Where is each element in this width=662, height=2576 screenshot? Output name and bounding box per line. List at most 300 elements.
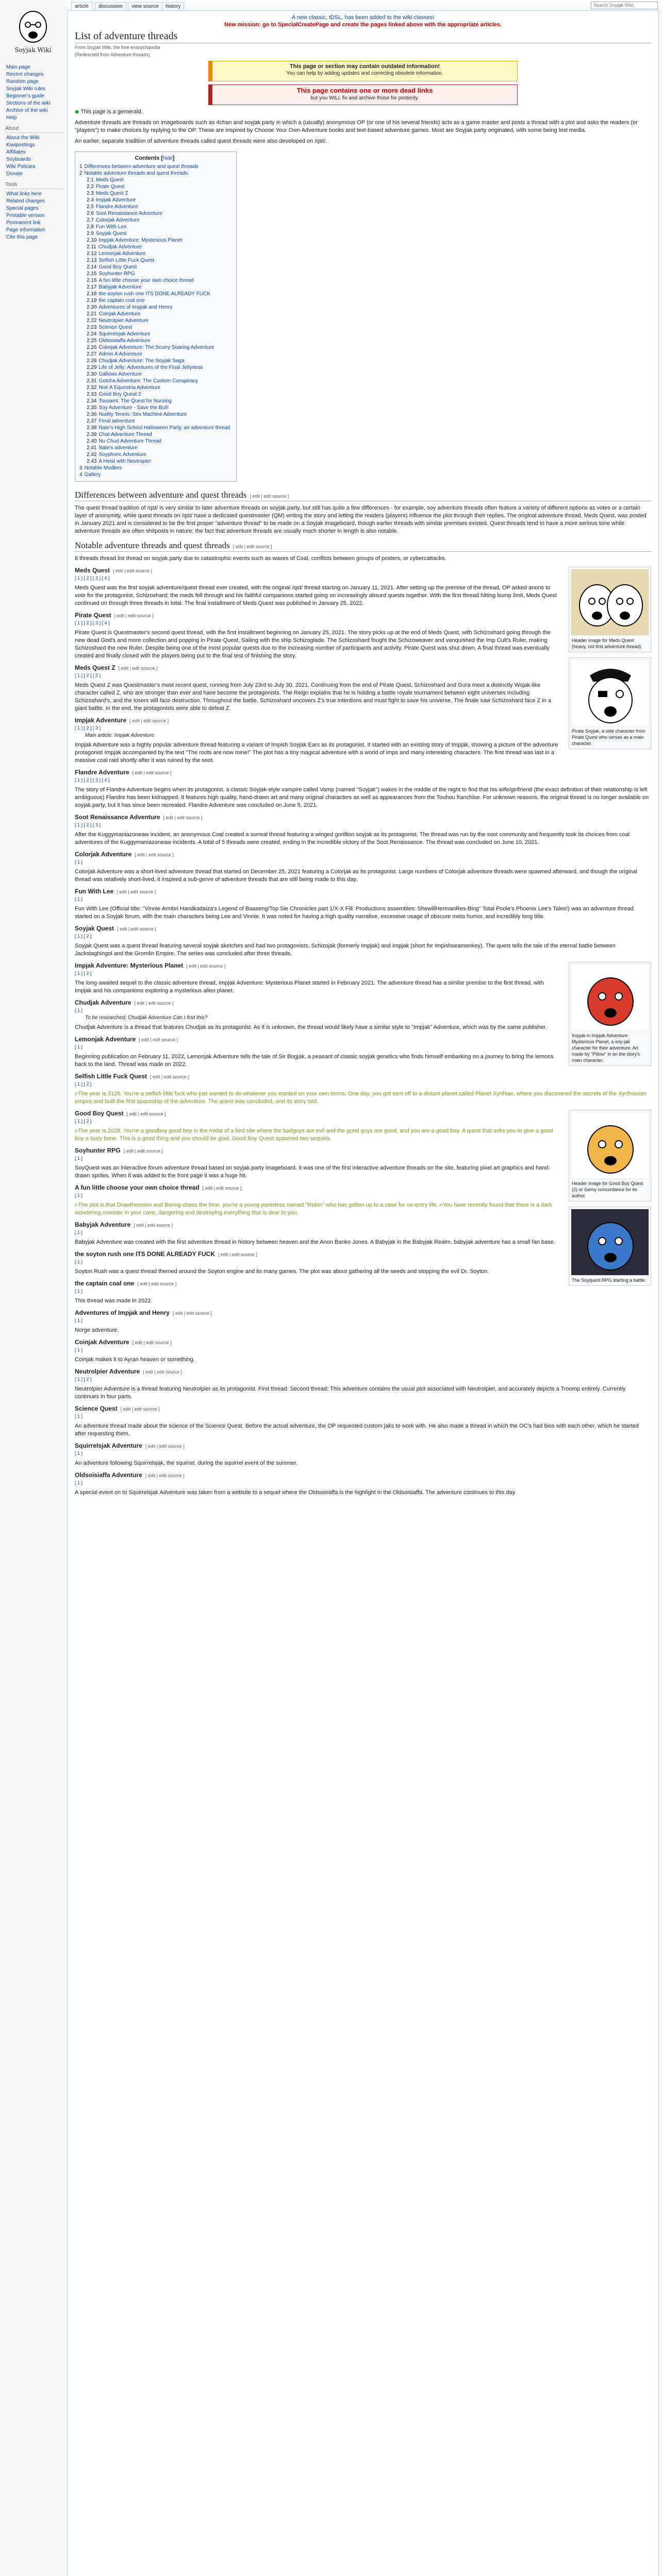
toc-item-label[interactable]: Neutrolpier Adventure [98,318,149,324]
thread-heading [75,814,651,821]
thread-title: Squirrelsjak Adventure [75,1442,142,1449]
thread-archive-links[interactable]: [ 1 ] [75,896,83,902]
sidebar-tools-item[interactable]: Permanent link [6,220,41,226]
thread-list [75,567,651,1497]
toc-item-number: 2.43 [87,459,97,464]
sidebar-about-item[interactable]: Affiliates [6,149,26,155]
toc-item-label[interactable]: the captain coal one [98,298,145,303]
thread-title: Soyjak Quest [75,925,114,932]
toc-item-label[interactable]: Tsunami: The Quest for Nursing [98,398,172,404]
thread-edit-link[interactable]: [ edit | edit source ] [120,1406,160,1412]
sidebar-tools-item[interactable]: Special pages [6,206,39,211]
thread-heading [75,612,651,619]
toc-item[interactable] [79,351,230,358]
toc-item-label[interactable]: Selfish Little Fuck Quest [98,258,155,263]
toc-item-number: 2.19 [87,298,97,303]
toc-item[interactable] [79,398,230,404]
toc-item-label[interactable]: Colorjak Adventure [95,217,140,223]
thread-archive-links[interactable]: [ 1 ] [75,1156,83,1161]
toc-item-number: 2.3 [87,191,94,196]
toc-item-label[interactable]: Impjak Adventure [95,197,136,203]
toc-item-label[interactable]: Soyhunter RPG [98,271,135,277]
toc-item-number: 2.28 [87,358,97,364]
toc-item-label[interactable]: Notable Mudkes [84,465,122,471]
thread-description: Pirate Quest is Questmaster's second quest thread, with the first installment beginning on January 25, 2021. The story picks up at the end of Meds Quest, with Schizoshard going through the new dead God's and more collection and popping in Pirate Quest, Sailing with the ship Schizoglade. The Schizoshard fought the Schizoweaver and vanquished the Imp Cult's Ruler, making Schizoshard the new Ruler. Despite being one of the most popular quests due to the increasing number of participants and activity, Pirate Quest was shut down. A final thread was eventually created and finally closed with the players being put to the final test of finishing the story. [75,630,551,659]
toc-item-label[interactable]: Admin A Adventure [98,351,142,357]
thread-edit-link[interactable]: [ edit | edit source ] [134,1001,174,1006]
thread-heading [75,1471,651,1479]
toc-item-number: 2.7 [87,217,94,223]
thread-heading [75,1368,651,1375]
thread-heading [75,1309,651,1316]
toc-item-number: 2.11 [87,244,96,250]
toc-item-number: 4 [79,472,82,478]
thread-heading [75,1184,651,1191]
thread-archive-links[interactable]: [ 1 ] [75,1347,83,1352]
thread-archive-links[interactable]: [ 1 ] [75,1193,83,1198]
tab-history[interactable]: history [162,2,184,10]
toc-item-number: 2.40 [87,438,97,444]
thread-heading [75,888,651,895]
thread-edit-link[interactable]: [ edit | edit source ] [139,1037,178,1042]
outdated-ambox [208,61,518,81]
toc-item-number: 2.34 [87,398,97,404]
sidebar-about-item[interactable]: Soyboards [6,157,31,162]
toc-item[interactable] [79,304,230,311]
toc-item-label[interactable]: Gallery [84,472,101,478]
thread-edit-link[interactable]: [ edit | edit source ] [218,1252,257,1257]
thread-edit-link[interactable]: [ edit | edit source ] [145,1444,185,1449]
toc-item[interactable] [79,224,230,230]
thread-heading [75,1280,651,1287]
thread-description: The long-awaited sequel to the classic adventure thread, Impjak Adventure: Mysterious Planet started in February 2021. The adventure thread has a similar premise to the first thread, with Impjak and his companions exploring a mysterious alien planet. [75,980,544,994]
thread-archive-links[interactable]: [ 1 ] [75,859,83,865]
toc-item-label[interactable]: Gotcha Adventure: The Custom Conspiracy [98,378,198,384]
thread-title: Colorjak Adventure [75,851,132,858]
thread-archive-links[interactable]: [ 1 ] [ 2 ] [ 3 ] [ 4 ] [75,777,110,783]
thread-description: Soyton Rush was a quest thread themed around the Soyton engine and its many games. The plot was about gathering all the seeds and stopping the evil Dr. Soyton. [75,1268,489,1275]
toc-item-label[interactable]: Soyphoric Adventure [98,452,146,457]
thread-archive-links[interactable]: [ 1 ] [ 2 ] [ 3 ] [75,673,101,678]
toc-item-label[interactable]: Oldsoisiaffa Adventure [98,338,151,344]
thread-heading [75,769,651,776]
thread-description: Norge adventure. [75,1327,119,1333]
thread-title: Impjak Adventure: Mysterious Planet [75,962,184,969]
toc-item-label[interactable]: Good Boy Quest 2 [98,392,141,397]
thread-archive-links[interactable]: [ 1 ] [ 2 ] [75,1081,92,1087]
toc-item-label[interactable]: A Heist with Neutropier [98,459,152,464]
toc-item-label[interactable]: Adventures of Impjak and Henry [98,304,173,310]
site-notice-line1[interactable]: A new classic, tDSL, has been added to the wiki classes! [291,14,435,21]
toc-item[interactable] [79,177,230,183]
toc-item-number: 2 [79,171,82,176]
toc-item-number: 2.25 [87,338,97,344]
toc-item-number: 2.6 [87,211,94,216]
dead-links-text: but you WILL fix and archive those for posterity. [310,95,419,101]
toc-item[interactable] [79,364,230,371]
thread-title: Good Boy Quest [75,1110,124,1117]
toc-item-number: 2.42 [87,452,97,457]
toc-item[interactable] [79,384,230,391]
thread-edit-link[interactable]: [ edit | edit source ] [118,666,158,671]
thread-archive-links[interactable]: [ 1 ] [75,1230,83,1235]
toc-item-label[interactable]: Colorjak Adventure: The Scurry Soaring Adventure [98,345,214,350]
thread-description: Impjak Adventure was a highly popular adventure thread featuring a variant of Impish Soyjak Ears as its protagonist. It started with an existing story of Impjak, showing a picture of the adventure protagonist Impjak accompanied by the text "The roots are now mine!" The plot has a tiny magical adventure with a world of imps and many interesting characters. The first thread was last in a massive coal raid shortly after it was ruined by the soot. [75,742,558,764]
dead-links-ambox [208,84,518,105]
thread-archive-links[interactable]: [ 1 ] [75,1008,83,1013]
about-portal [5,126,64,178]
toc-item-label[interactable]: Nate's High School Halloween Party, an adventure thread [98,425,230,431]
pirate-soyjak-thumb[interactable] [569,657,651,749]
thread-heading [75,1442,651,1449]
toc-item[interactable] [79,217,230,224]
thread-description: Colorjak Adventure was a short-lived adventure thread that started on December 25, 2021 featuring a Colorjak as its protagonist. Large numbers of Colorjak adventure threads were spawned afterward, and though the original thread was relatively short-lived, it inspired a sub-genre of adventure threads that are still being made to this day. [75,869,637,883]
meds-quest-thumb[interactable] [569,567,651,652]
sidebar-nav-item[interactable]: Help [6,115,17,121]
toc-item[interactable] [79,170,230,177]
thread-archive-links[interactable]: [ 1 ] [75,1289,83,1294]
thread-image [571,964,649,1031]
thread-image [571,1112,649,1179]
toc-item-label[interactable]: Nate's adventure [98,445,138,451]
toc-item[interactable] [79,391,230,398]
toc-item-number: 2.39 [87,432,97,437]
toc-item-label[interactable]: Squirrelsjak Adventure [98,331,151,337]
thread-description: >The year is 3126. You're a selfish little fuck who just wanted to do whatever you wanted on your own terms. One day, you got sent off to a distant planet called Planet Xyrthiax, where you discovered the secrets of the Xyrthiaxian empire and built the first spaceship of the adventure. The quest was concluded, and its story told. [75,1091,647,1105]
toc-item[interactable] [79,311,230,317]
toc-item-number: 1 [79,164,82,170]
page-redirect[interactable]: (Redirected from Adventure threads) [75,52,150,57]
thread-archive-links[interactable]: [ 1 ] [ 2 ] [ 3 ] [75,822,101,827]
sidebar-tools-item[interactable]: Related changes [6,198,45,204]
thread-title: Oldsoisiaffa Adventure [75,1471,142,1479]
toc-item-label[interactable]: Flandre Adventure [95,204,138,210]
toc-item[interactable] [79,358,230,364]
sidebar-tools-item[interactable]: Cite this page [6,234,38,240]
toc-item[interactable] [79,324,230,331]
toc-item[interactable] [79,411,230,418]
toc-item[interactable] [79,344,230,351]
toc-item[interactable] [79,297,230,304]
site-logo-text: Soyjak Wiki [14,46,52,54]
tools-portal [5,182,64,241]
thread-image-caption: Header image for Good Boy Quest (2) or Gemy concordance for its author. [572,1181,643,1198]
toc-item[interactable] [79,378,230,384]
toc-item-label[interactable]: Babyjak Adventure [98,284,142,290]
thread-description: SoyQuest was an interactive forum adventure thread based on soyjak.party imageboard. It was one of the first interactive adventure threads on the site, featuring pixel art graphics and hand-drawn sprites. When it was added to the front page it was a huge hit. [75,1165,551,1179]
toc-item[interactable] [79,183,230,190]
sidebar-nav-item[interactable]: Beginner's guide [6,93,45,99]
site-notice-line2: New mission: go to SpecialCreatePage and create the pages linked above with the appropriate articles. [224,22,502,28]
sidebar-tools-item[interactable]: What links here [6,191,42,197]
toc-item-label[interactable]: Meds Quest [95,177,124,183]
thread-archive-links[interactable]: [ 1 ] [75,1044,83,1049]
toc-item[interactable] [79,210,230,217]
gem-notice [75,108,651,116]
tab-discussion[interactable]: discussion [95,2,126,10]
toc-item-number: 2.32 [87,385,97,391]
thread-edit-link[interactable]: [ edit | edit source ] [186,963,226,969]
tab-article[interactable]: article [71,2,92,10]
thread-main-article[interactable]: Main article: Impjak Adventure [85,733,155,738]
toc-item-number: 2.17 [87,284,97,290]
thread-heading [75,717,651,724]
toc-item-label[interactable]: Fun With Lee [95,224,127,230]
thread-edit-link[interactable]: [ edit | edit source ] [126,1111,166,1116]
pirate-soyjak-caption: Pirate Soyjak, a side character from Pirate Quest who serves as a main character. [572,728,646,746]
toc-item-number: 2.21 [87,311,97,317]
toc-item[interactable] [79,264,230,270]
thread-edit-link[interactable]: [ edit | edit source ] [143,1369,183,1375]
thread-edit-link[interactable]: [ edit | edit source ] [202,1185,242,1191]
toc-item-number: 2.18 [87,291,97,297]
sidebar-tools-item[interactable]: Page information [6,227,45,233]
toc-item-number: 2.24 [87,331,97,337]
thread-heading [75,1110,651,1117]
toc-item-number: 2.35 [87,405,97,411]
thread-image-caption: Impjak in Impjak Adventure: Mysterious Planet, a soy-jak character for their adventure. Art made by "Pillow" in an the story's main character. [572,1033,640,1063]
toc-item-label[interactable]: Pirate Quest [95,184,125,190]
toc-item-label[interactable]: Coinjak Adventure [98,311,141,317]
sidebar-nav-item[interactable]: Recent changes [6,72,44,77]
toc-item-label[interactable]: Noir A Equestria Adventure [98,385,160,391]
meds-quest-image [571,569,649,636]
thread-archive-links[interactable]: [ 1 ] [75,1318,83,1323]
toc-item-number: 2.2 [87,184,94,190]
thread-archive-links[interactable]: [ 1 ] [75,1259,83,1264]
toc-item-label[interactable]: Chudjak Adventure [98,244,142,250]
toc-item-label[interactable]: Science Quest [98,325,133,330]
notable-intro: 8 threads thread list thread on soyjak.party due to catastrophic events such as waves of Coal, conflicts between groups of posters, or cybercattacks. [75,555,446,562]
toc-item[interactable] [79,250,230,257]
toc-item[interactable] [79,431,230,438]
search-input[interactable]: Search Soyjak Wiki [591,2,658,9]
toc-item[interactable] [79,445,230,451]
toc-item-label[interactable]: Meds Quest Z [95,191,128,196]
thread-edit-link[interactable]: [ edit | edit source ] [135,852,174,857]
sidebar-nav-item[interactable]: Main page [6,64,30,70]
toc-item[interactable] [79,438,230,445]
toc-item-label[interactable]: Feral adventure [98,418,135,424]
thread-thumb[interactable] [569,962,651,1066]
toc-item-number: 2.30 [87,371,97,377]
toc-item[interactable] [79,244,230,250]
thread-heading [75,1073,651,1080]
thread-archive-links[interactable]: [ 1 ] [75,1414,83,1419]
toc-item[interactable] [79,331,230,337]
thread-edit-link[interactable]: [ edit | edit source ] [129,718,169,723]
nav-portal [5,64,64,122]
thread-description: Neutrolpier Adventure is a thread featuring Neutrolpier as its protagonist. First thread: Second thread: This adventure contains the usual plot associated with Neutrolpier, and accurately depicts a Troomp entirely. Currently continues in four parts. [75,1386,626,1400]
toc-item[interactable] [79,451,230,458]
thread-edit-link[interactable]: [ edit | edit source ] [134,1223,173,1228]
pirate-soyjak-image [571,659,649,726]
thread-title: Pirate Quest [75,612,111,619]
toc-item[interactable] [79,404,230,411]
thread-archive-links[interactable]: [ 1 ] [ 2 ] [75,1118,92,1124]
intro-2: An earlier, separate tradition of adventure threads called quest threads were also developed on /qst/. [75,138,327,144]
thread-edit-link[interactable]: [ edit | edit source ] [117,889,156,894]
thread-heading [75,1338,651,1346]
toc-item[interactable] [79,197,230,204]
toc-item-label[interactable]: Soyjak Quest [95,231,127,236]
toc-item[interactable] [79,230,230,237]
sidebar-nav-item[interactable]: Archive of the wiki [6,108,48,113]
thread-edit-link[interactable]: [ edit | edit source ] [123,1148,163,1154]
toc-item-label[interactable]: Chat Adventure Thread [98,432,152,437]
about-portal-title: About [5,126,64,133]
intro-1: Adventure threads are threads on imageboards such as 4chan and soyjak.party in which a (usually) anonymous OP (or one of his several friends) acts as a game master and posts a thread with a plot and asks the readers (or "players") to make choices by replying to the OP. These are inspired by Choose Your Own Adventure books and text-based adventure games. Most are Soyjak.party originated, with some being lost media. [75,120,638,133]
thread-title: the captain coal one [75,1280,135,1287]
toc-item[interactable] [79,418,230,425]
toc-item[interactable] [79,371,230,378]
thread-heading [75,1036,651,1043]
toc-item[interactable] [79,465,230,471]
gem-text: This page is a gemerald. [80,109,143,115]
thread-edit-link[interactable]: [ edit | edit source ] [173,1311,212,1316]
thread-description: >The year is 2028. You're a goodboy good boy in the midst of a bird site where the badguys are evil and the good guys are good, and you are a good boy. A quest that asks you to give a good boy a tasty bone. This is a good thing and you should be glad. Good Boy Quest spawned two sequels. [75,1128,553,1142]
toc-item-number: 2.31 [87,378,97,384]
toc-item-label[interactable]: Impjak Adventure: Mysterious Planet [98,238,183,243]
outdated-title: This page or section may contain outdated information! [290,63,440,70]
sidebar-about-item[interactable]: Wiki Policies [6,164,36,170]
sidebar-about-item[interactable]: About the Wiki [6,135,40,141]
toc-item-label[interactable]: Notable adventure threads and quest threads [84,171,188,176]
toc-item-label[interactable]: Chudjak Adventure: The Soyjak Saga [98,358,185,364]
thread-archive-links[interactable]: [ 1 ] [75,1451,83,1456]
sidebar-about-item[interactable]: Kiwipostings [6,142,35,148]
toc-item-number: 2.16 [87,278,97,283]
top-bar [67,0,662,10]
thread-title: Fun With Lee [75,888,114,895]
toc-item[interactable] [79,270,230,277]
thread-heading [75,999,651,1006]
toc-item[interactable] [79,277,230,284]
notable-edit-link[interactable]: [ edit | edit source ] [233,544,272,549]
thread-edit-link[interactable]: [ edit | edit source ] [132,770,172,775]
page-title: List of adventure threads [75,30,651,43]
toc-item-number: 2.15 [87,271,97,277]
toc-item-label[interactable]: the soyton rush one ITS DONE ALREADY FUCK [98,291,211,297]
thread-description: Chudjak Adventure is a thread that features Chudjak as its protagonist. As it is unknown, the thread would likely have a similar style to "Impjak" Adventure, which was by the same publisher. [75,1024,547,1030]
thread-edit-link[interactable]: [ edit | edit source ] [114,613,154,618]
sidebar-nav-item[interactable]: Random page [6,79,39,84]
thread-edit-link[interactable]: [ edit | edit source ] [163,815,203,820]
thread-title: Coinjak Adventure [75,1338,129,1346]
toc-item-label[interactable]: Nudity Tennis: Sex Machine Adventure [98,412,187,417]
toc-item[interactable] [79,190,230,197]
sidebar-about-item[interactable]: Donate [6,171,23,177]
thread-archive-links[interactable]: [ 1 ] [ 2 ] [ 3 ] [ 4 ] [75,575,110,581]
toc-item-number: 2.4 [87,197,94,203]
toc-item-label[interactable]: Nu Chud Adventure Thread [98,438,162,444]
thread-title: Neutrolpier Adventure [75,1368,140,1375]
toc-item[interactable] [79,257,230,264]
toc-item-label[interactable]: Soot Renaissance Adventure [95,211,162,216]
thread-archive-links[interactable]: [ 1 ] [ 2 ] [75,1377,92,1382]
thread-edit-link[interactable]: [ edit | edit source ] [137,1281,177,1286]
thread-edit-link[interactable]: [ edit | edit source ] [113,568,152,573]
toc-item[interactable] [79,204,230,210]
toc-item-label[interactable]: Good Boy Quest [98,264,137,270]
thread-archive-links[interactable]: [ 1 ] [75,1480,83,1485]
toc-item-number: 2.1 [87,177,94,183]
thread-thumb[interactable] [569,1110,651,1201]
tools-portal-title: Tools [5,182,64,189]
thread-image-caption: The Soyquest RPG starting a battle. [572,1278,647,1283]
toc-item[interactable] [79,284,230,291]
toc-item-number: 2.5 [87,204,94,210]
site-logo[interactable] [7,3,59,60]
thread-archive-links[interactable]: [ 1 ] [ 2 ] [ 3 ] [75,725,101,731]
thread-title: Flandre Adventure [75,769,129,776]
toc-item-number: 2.12 [87,251,97,257]
sidebar-nav-item[interactable]: Sections of the wiki [6,100,51,106]
thread-main-article[interactable]: To be researched: Chudjak Adventure Can I find this? [85,1015,208,1021]
thread-archive-links[interactable]: [ 1 ] [ 2 ] [ 3 ] [ 4 ] [75,620,110,625]
tab-view-source[interactable]: view source [128,2,162,10]
toc-item-number: 2.33 [87,392,97,397]
toc-item-label[interactable]: A fun little choose your own choice thread [98,278,194,283]
thread-edit-link[interactable]: [ edit | edit source ] [132,1340,172,1345]
toc-item[interactable] [79,471,230,478]
toc-item-label[interactable]: Differences between adventure and quest threads [84,164,198,170]
toc-item[interactable] [79,458,230,465]
sidebar-nav-item[interactable]: Soyjak Wiki rules [6,86,46,92]
thread-heading [75,925,651,932]
thread-description: Beginning publication on February 11, 2022, Lemonjak Adventure tells the tale of Sir Bogjak, a peasant of classic soyjak genetics who finds himself embarking on a journey to bring the lemons back to the land. Thread was made on 2022. [75,1054,554,1067]
thread-title: Adventures of Impjak and Henry [75,1309,170,1316]
toc-item-label[interactable]: Gallows Adventure [98,371,142,377]
toc-item-number: 2.9 [87,231,94,236]
toc-item[interactable] [79,291,230,297]
toc-item[interactable] [79,237,230,244]
toc-item-number: 2.38 [87,425,97,431]
outdated-text: You can help by adding updates and correcting obsolete information. [286,71,443,76]
thread-description: An adventure following Squirrelsjak, the squirrel, during the squirrel event of the summer. [75,1460,298,1466]
thread-thumb[interactable] [569,1207,651,1286]
thread-archive-links[interactable]: [ 1 ] [ 2 ] [75,934,92,939]
diff-edit-link[interactable]: [ edit | edit source ] [250,494,289,499]
toc-item-number: 2.23 [87,325,97,330]
toc-item[interactable] [79,317,230,324]
thread-description: Babyjak Adventure was created with the first adventure thread in history between heaven and the Anon Banko Jones. A Babyjak in the Babyjak Realm, babyjak adventure has a small fan base. [75,1239,555,1245]
thread-edit-link[interactable]: [ edit | edit source ] [145,1473,185,1478]
thread-heading [75,1221,651,1228]
toc-item-number: 3 [79,465,82,471]
toc-item-number: 2.22 [87,318,97,324]
thread-image [571,1209,649,1276]
thread-title: Science Quest [75,1405,118,1412]
thread-archive-links[interactable]: [ 1 ] [ 2 ] [75,971,92,976]
toc-item[interactable] [79,163,230,170]
thread-description: This thread was made in 2022. [75,1298,153,1304]
sidebar-tools-item[interactable]: Printable version [6,213,45,218]
toc-hide-button[interactable]: hide [162,156,173,161]
thread-edit-link[interactable]: [ edit | edit source ] [150,1074,189,1079]
toc-item-number: 2.13 [87,258,97,263]
thread-edit-link[interactable]: [ edit | edit source ] [117,926,156,931]
toc-item-number: 2.20 [87,304,97,310]
toc-item[interactable] [79,425,230,431]
toc-item-label[interactable]: Lemonjak Adventure [98,251,146,257]
thread-heading [75,567,651,574]
toc-item-label[interactable]: Soy Adventure - Save the Bull! [98,405,169,411]
thread-title: Lemonjak Adventure [75,1036,136,1043]
toc-item-label[interactable]: Life of Jelly: Adventures of the Final Jellyness [98,365,203,370]
toc-item[interactable] [79,337,230,344]
thread-description: An adventure thread made about the science of the Science Quest. Before the actual adventure, the OP requested custom jaks to work with. He also made a thread in which the OC's had bios with each other, which he started after requesting them. [75,1423,639,1437]
